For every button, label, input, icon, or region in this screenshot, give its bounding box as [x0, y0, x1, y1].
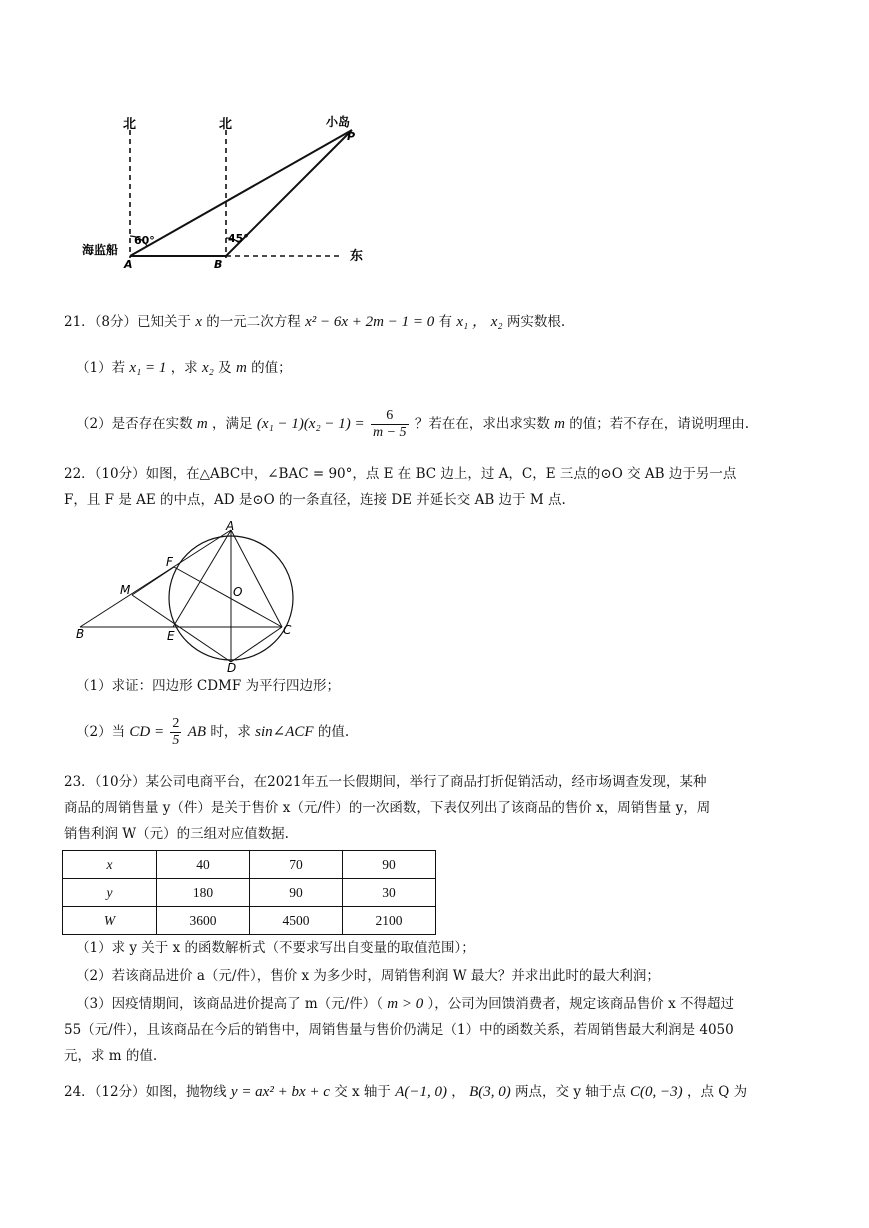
label-c: C [283, 623, 292, 637]
seg-dc [231, 627, 282, 662]
seg-md [132, 595, 231, 662]
east-label: 东 [350, 249, 364, 264]
q23-data-table [62, 850, 436, 935]
label-f: F [166, 555, 173, 569]
q24-stem: 24．（12分）如图，抛物线 y = ax² + bx + c 交 x 轴于 A(−1, 0) ， B(3, 0) 两点，交 y 轴于点 C(0, −3) ，点 Q 为 [64, 1084, 748, 1100]
angle-60-label: 60° [134, 234, 155, 247]
point-p-label: P [347, 130, 356, 143]
table-row [63, 879, 436, 907]
table-cell: 40 [157, 851, 250, 879]
q23-part3: （3）因疫情期间，该商品进价提高了 m（元/件）（ m > 0 ），公司为回馈消费者，规定该商品售价 x 不得超过 [76, 996, 734, 1012]
q21-fraction: $\frac{6}{m - 5}$ [372, 408, 407, 440]
q23-part2: （2）若该商品进价 a（元/件），售价 x 为多少时，周销售利润 W 最大？并求出此时的最大利润； [76, 968, 660, 984]
table-cell: W [63, 907, 157, 935]
point-a-label: A [124, 258, 133, 271]
q21-part1: （1）若 x₁ = 1 ，求 x₂ 及 m 的值； [76, 360, 292, 376]
q23-stem-line1: 23．（10分）某公司电商平台，在2021年五一长假期间，举行了商品打折促销活动，经市场调查发现，某种 [64, 774, 707, 790]
table-cell: 90 [343, 851, 436, 879]
table-cell: 30 [343, 879, 436, 907]
table-cell: 4500 [250, 907, 343, 935]
q22-stem-line2: F，且 F 是 AE 的中点，AD 是⊙O 的一条直径，连接 DE 并延长交 AB 边于 M 点. [64, 492, 566, 508]
label-e: E [167, 629, 175, 643]
q22-stem-line1: 22．（10分）如图，在△ABC中，∠BAC = 90°，点 E 在 BC 边上，过 A，C，E 三点的⊙O 交 AB 边于另一点 [64, 466, 737, 482]
north-label-b: 北 [219, 117, 233, 132]
table-cell: x [63, 851, 157, 879]
q23-stem-line2: 商品的周销售量 y（件）是关于售价 x（元/件）的一次函数，下表仅列出了该商品的售价 x，周销售量 y，周 [64, 800, 711, 816]
label-m: M [120, 583, 131, 597]
seg-ab [80, 530, 231, 627]
circle-geometry-diagram [70, 520, 310, 675]
q23-part3-line2: 55（元/件），且该商品在今后的销售中，周销售量与售价仍满足（1）中的函数关系，若周销售最大利润是 4050 [64, 1022, 734, 1038]
table-row [63, 851, 436, 879]
table-cell: 90 [250, 879, 343, 907]
point-b-label: B [214, 258, 223, 271]
seg-mf [132, 567, 174, 595]
table-cell: 180 [157, 879, 250, 907]
q22-part1: （1）求证：四边形 CDMF 为平行四边形； [76, 678, 341, 694]
q23-stem-line3: 销售利润 W（元）的三组对应值数据. [64, 826, 289, 842]
north-label-a: 北 [123, 117, 137, 132]
label-o: O [233, 585, 243, 599]
table-cell: y [63, 879, 157, 907]
ship-island-diagram [80, 108, 380, 273]
table-cell: 2100 [343, 907, 436, 935]
island-label: 小岛 [326, 115, 351, 129]
q22-fraction: $\frac{2}{5}$ [172, 716, 180, 748]
label-a: A [226, 520, 235, 533]
seg-ae [173, 530, 231, 627]
q23-part3-line3: 元，求 m 的值. [64, 1048, 158, 1064]
label-b: B [76, 627, 85, 641]
q23-part1: （1）求 y 关于 x 的函数解析式（不要求写出自变量的取值范围）； [76, 940, 475, 956]
q21-equation: x² − 6x + 2m − 1 = 0 [305, 314, 435, 330]
label-d: D [227, 661, 237, 675]
q21-part2: （2）是否存在实数 m ，满足 (x₁ − 1)(x₂ − 1) = $\frac{6}{m - 5}$ ？若在在，求出求实数 m 的值；若不存在，请说明理由. [76, 408, 750, 440]
q21-stem: 21．（8分）已知关于 x 的一元二次方程 x² − 6x + 2m − 1 = 0 有 x₁ ， x₂ 两实数根. [64, 314, 566, 330]
table-cell: 3600 [157, 907, 250, 935]
q22-part2: （2）当 CD = $\frac{2}{5}$ AB 时，求 sin∠ACF 的值. [76, 716, 350, 748]
table-cell: 70 [250, 851, 343, 879]
table-row [63, 907, 436, 935]
ship-label: 海监船 [82, 243, 119, 257]
angle-45-label: 45° [228, 232, 249, 245]
